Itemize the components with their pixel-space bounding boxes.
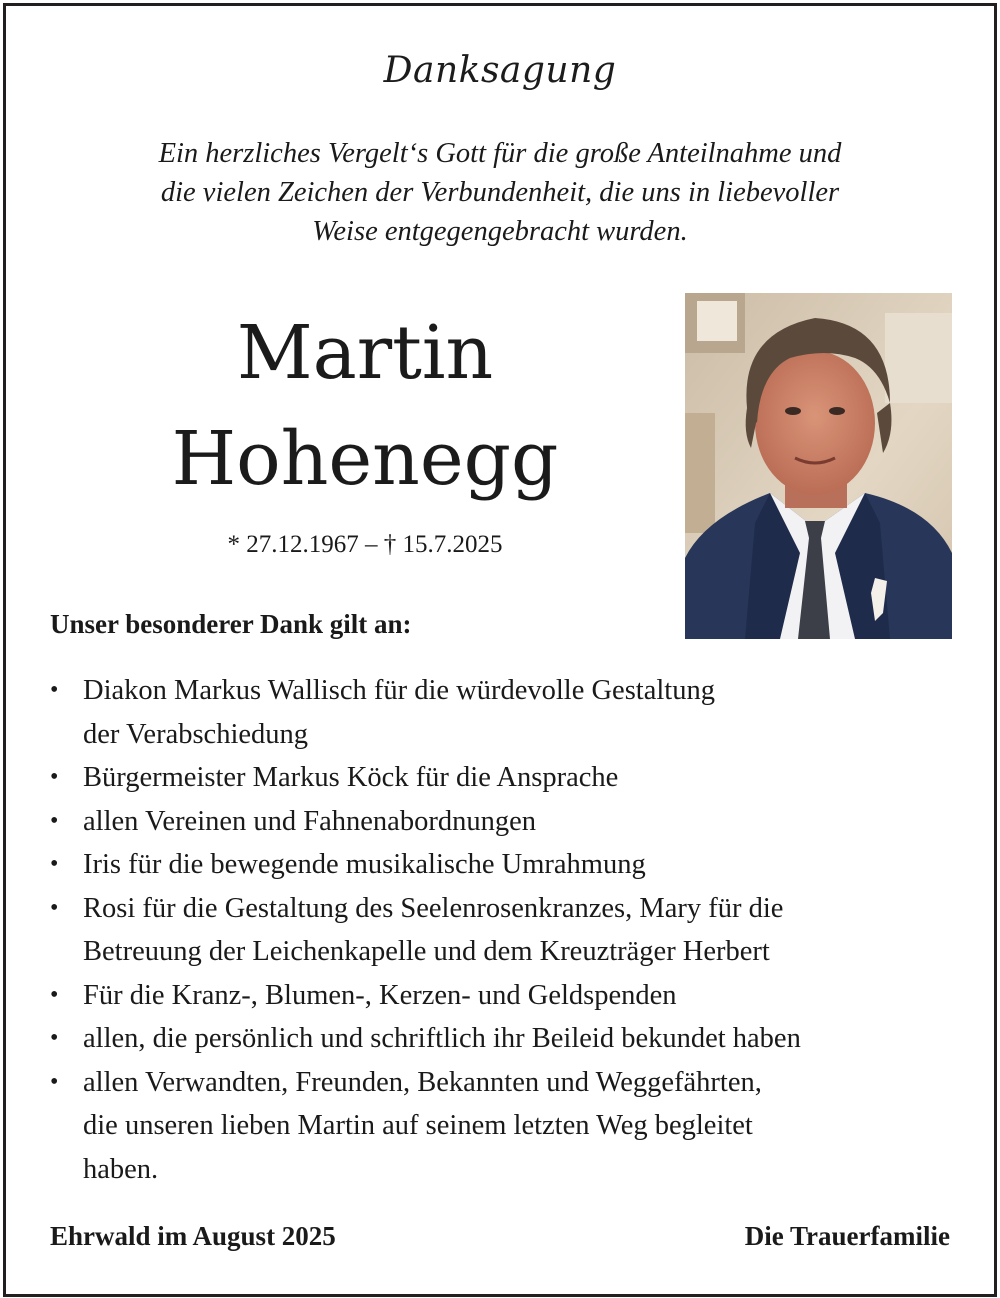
list-item — [50, 887, 950, 974]
bullet-icon: • — [50, 764, 59, 790]
thanks-list — [50, 669, 950, 1191]
bullet-icon: • — [50, 1025, 59, 1051]
bullet-icon: • — [50, 807, 59, 834]
deceased-name — [130, 300, 600, 512]
list-item — [50, 756, 950, 800]
intro-line: Weise entgegengebracht wurden. — [312, 216, 688, 247]
list-item-line: Betreuung der Leichenkapelle und dem Kreuzträger Herbert — [83, 936, 770, 967]
list-item-line: haben. — [83, 1153, 159, 1185]
bullet-icon: • — [50, 1068, 59, 1095]
list-item — [50, 669, 950, 756]
list-item-line: der Verabschiedung — [83, 718, 309, 750]
place-date: Ehrwald im August 2025 — [50, 1221, 336, 1251]
portrait-photo — [685, 293, 952, 639]
list-item-line: Iris für die bewegende musikalische Umrahmung — [83, 849, 646, 880]
bullet-icon: • — [50, 981, 59, 1008]
list-item — [50, 800, 950, 844]
signature: Die Trauerfamilie — [744, 1221, 950, 1251]
list-item-line: die unseren lieben Martin auf seinem letzten Weg begleitet — [83, 1110, 753, 1141]
list-item — [50, 974, 950, 1018]
list-item — [50, 1017, 950, 1061]
bullet-icon: • — [50, 677, 59, 703]
list-item-line: allen, die persönlich und schriftlich ihr Beileid bekundet haben — [83, 1023, 801, 1054]
first-name: Martin — [236, 310, 494, 396]
bullet-icon: • — [50, 851, 59, 877]
thanks-heading: Unser besonderer Dank gilt an: — [50, 609, 412, 639]
page-title: Danksagung — [383, 50, 617, 91]
list-item-line: Diakon Markus Wallisch für die würdevolle Gestaltung — [83, 675, 715, 706]
list-item-line: Bürgermeister Markus Köck für die Ansprache — [83, 762, 619, 793]
last-name: Hohenegg — [171, 416, 559, 502]
list-item — [50, 843, 950, 887]
list-item-line: allen Verwandten, Freunden, Bekannten und Weggefährten, — [83, 1066, 762, 1098]
bullet-icon: • — [50, 894, 59, 921]
intro-text — [80, 134, 920, 251]
intro-line: Ein herzliches Vergelt‘s Gott für die große Anteilnahme und — [158, 138, 842, 169]
list-item-line: Rosi für die Gestaltung des Seelenrosenkranzes, Mary für die — [83, 892, 784, 924]
list-item-line: Für die Kranz-, Blumen-, Kerzen- und Geldspenden — [83, 979, 677, 1011]
list-item — [50, 1061, 950, 1192]
intro-line: die vielen Zeichen der Verbundenheit, die uns in liebevoller — [160, 177, 840, 208]
list-item-line: allen Vereinen und Fahnenabordnungen — [83, 805, 536, 837]
life-dates: * 27.12.1967 – † 15.7.2025 — [227, 531, 503, 558]
